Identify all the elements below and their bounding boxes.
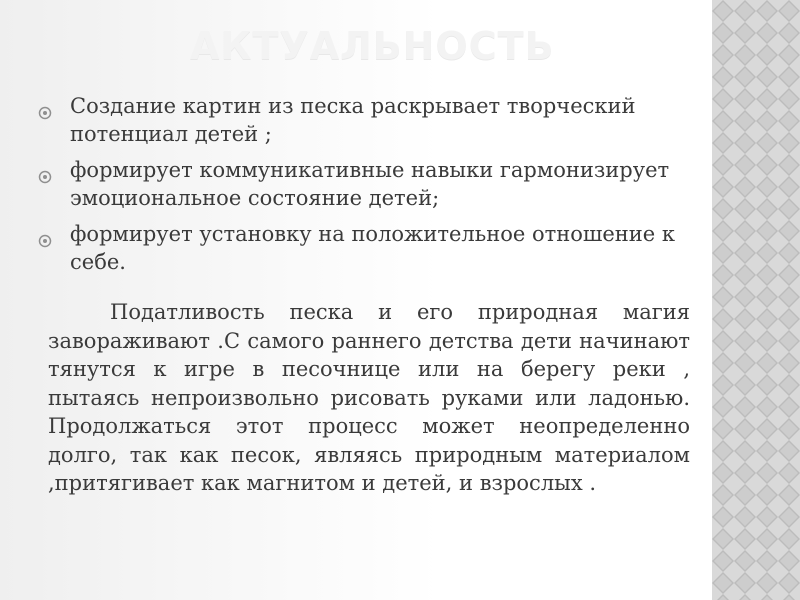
bullet-ring-icon xyxy=(38,163,52,177)
bullet-ring-icon xyxy=(38,227,52,241)
bullet-text: Создание картин из песка раскрывает творческий потенциал детей ; xyxy=(70,94,636,146)
bullet-text: формирует установку на положительное отношение к себе. xyxy=(70,222,676,274)
bullet-item xyxy=(38,92,698,148)
bullet-item xyxy=(38,156,698,212)
slide-title: АКТУАЛЬНОСТЬ xyxy=(190,24,555,68)
main-paragraph: Податливость песка и его природная магия завораживают .С самого раннего детства дети начинают тянутся к игре в песочнице или на берегу реки , пытаясь непроизвольно рисовать руками или ладонью. Продолжаться этот процесс может неопределенно долго, так как песок, являясь природным материалом ,притягивает как магнитом и детей, и взрослых . xyxy=(48,300,690,495)
bullet-text: формирует коммуникативные навыки гармонизирует эмоциональное состояние детей; xyxy=(70,158,670,210)
bullet-item xyxy=(38,220,698,276)
bullet-ring-icon xyxy=(38,99,52,113)
bullet-list xyxy=(38,92,698,284)
decorative-diamond-strip xyxy=(712,0,800,600)
